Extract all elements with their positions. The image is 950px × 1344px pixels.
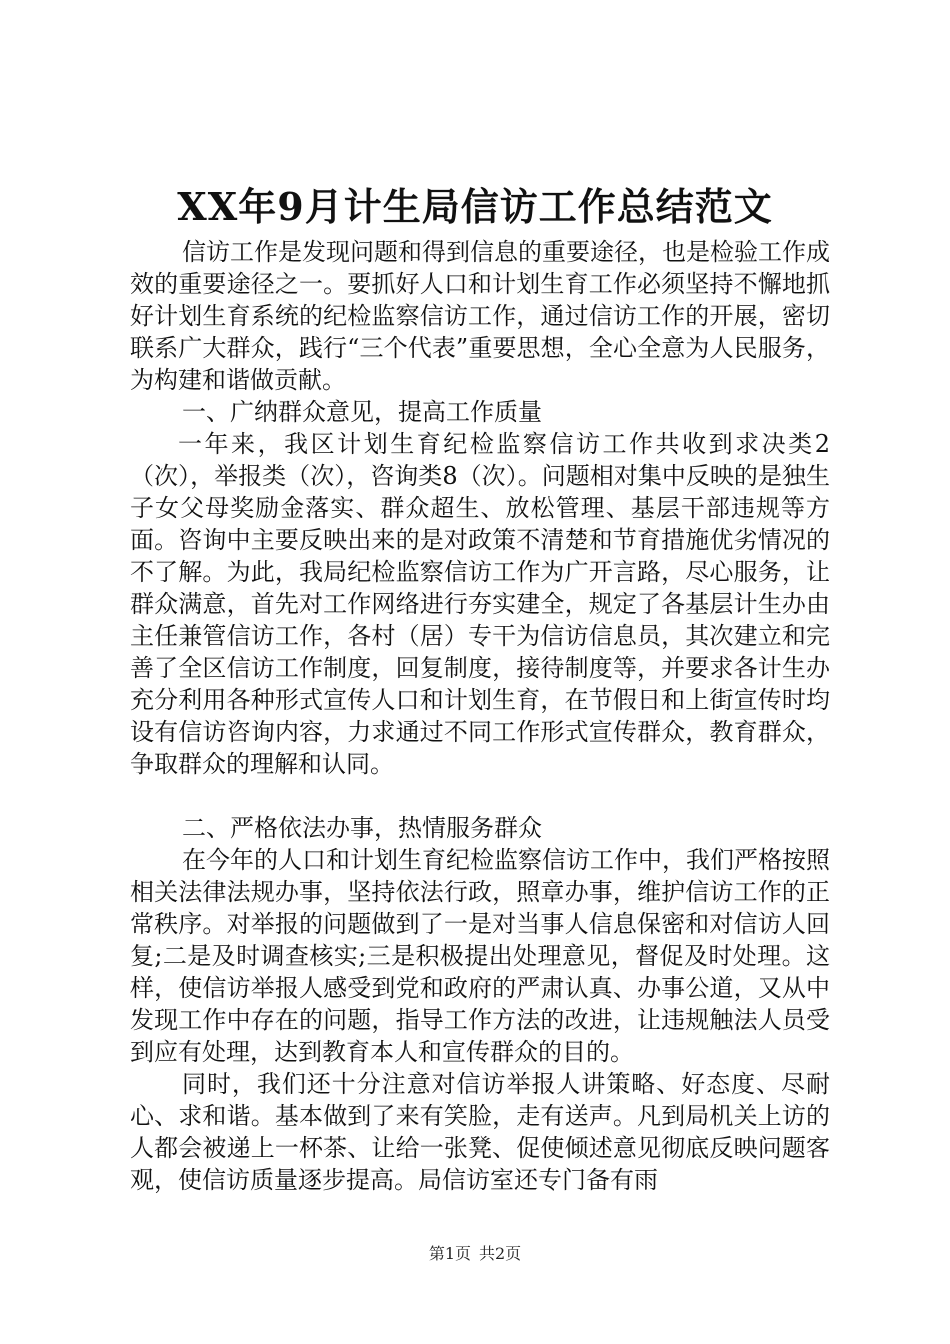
paragraph-section-1: 一年来，我区计划生育纪检监察信访工作共收到求决类2（次），举报类（次），咨询类8（次）。问题相对集中反映的是独生子女父母奖励金落实、群众超生、放松管理、基层干部违规等方面。咨询中主要反映出来的是对政策不清楚和节育措施优劣情况的不了解。为此，我局纪检监察信访工作为广开言路，尽心服务，让群众满意，首先对工作网络进行夯实建全，规定了各基层计生办由主任兼管信访工作，各村（居）专干为信访信息员，其次建立和完善了全区信访工作制度，回复制度，接待制度等，并要求各计生办充分利用各种形式宣传人口和计划生育，在节假日和上街宣传时均设有信访咨询内容，力求通过不同工作形式宣传群众，教育群众，争取群众的理解和认同。: [130, 430, 830, 778]
document-body: [130, 236, 830, 1196]
section-heading-1: 一、广纳群众意见，提高工作质量: [182, 398, 542, 426]
section-heading-2: 二、严格依法办事，热情服务群众: [182, 814, 542, 842]
paragraph-section-2b: 同时，我们还十分注意对信访举报人讲策略、好态度、尽耐心、求和谐。基本做到了来有笑脸，走有送声。凡到局机关上访的人都会被递上一杯茶、让给一张凳、促使倾述意见彻底反映问题客观，使信访质量逐步提高。局信访室还专门备有雨: [130, 1070, 830, 1194]
paragraph-section-2: 在今年的人口和计划生育纪检监察信访工作中，我们严格按照相关法律法规办事，坚持依法行政，照章办事，维护信访工作的正常秩序。对举报的问题做到了一是对当事人信息保密和对信访人回复;二是及时调查核实;三是积极提出处理意见，督促及时处理。这样，使信访举报人感受到党和政府的严肃认真、办事公道，又从中发现工作中存在的问题，指导工作方法的改进，让违规触法人员受到应有处理，达到教育本人和宣传群众的目的。: [130, 846, 830, 1066]
document-title: XX年9月计生局信访工作总结范文: [177, 184, 773, 229]
paragraph-gap: [130, 780, 830, 812]
paragraph-intro: 信访工作是发现问题和得到信息的重要途径，也是检验工作成效的重要途径之一。要抓好人口和计划生育工作必须坚持不懈地抓好计划生育系统的纪检监察信访工作，通过信访工作的开展，密切联系广大群众，践行“三个代表”重要思想，全心全意为人民服务，为构建和谐做贡献。: [130, 238, 830, 394]
page-footer: [0, 1243, 950, 1265]
page-number: 第1页: [428, 1244, 471, 1263]
page-total: 共2页: [479, 1244, 522, 1263]
